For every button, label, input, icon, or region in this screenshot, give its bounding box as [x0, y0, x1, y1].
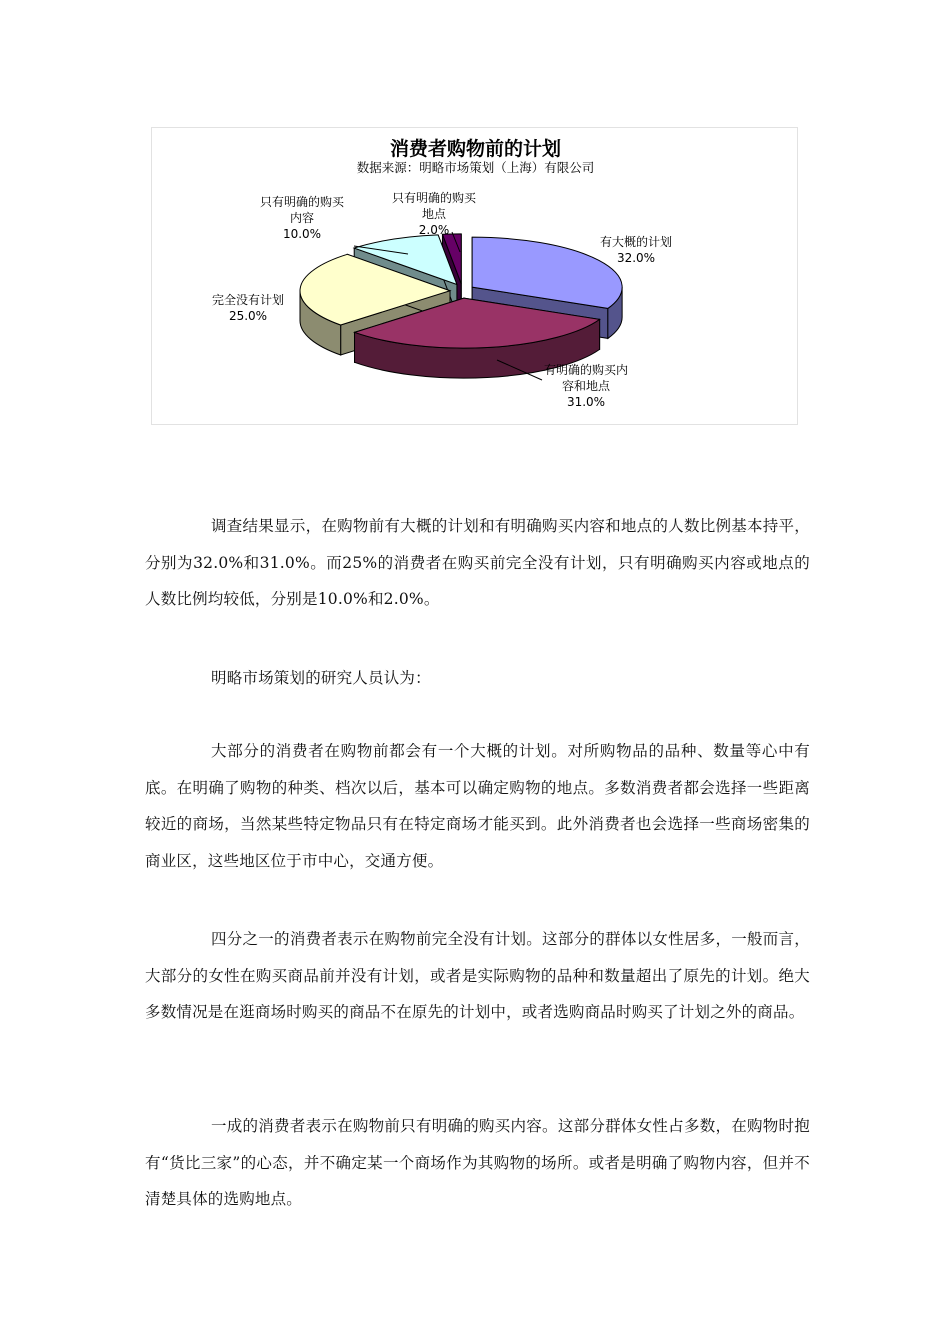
paragraph-researchers-intro: 明略市场策划的研究人员认为：: [211, 669, 431, 687]
slice-label-place-only: 只有明确的购买 地点 2.0%: [392, 191, 477, 237]
paragraph-survey-result: 调查结果显示，在购物前有大概的计划和有明确购买内容和地点的人数比例基本持平，分别为32.0%和31.0%。而25%的消费者在购买前完全没有计划，只有明确购买内容或地点的人数比例均较低，分别是10.0%和2.0%。: [145, 517, 810, 608]
slice-label-content-and-place: 有明确的购买内 容和地点 31.0%: [544, 363, 629, 409]
paragraph-content-only: 一成的消费者表示在购物前只有明确的购买内容。这部分群体女性占多数，在购物时抱有“货比三家”的心态，并不确定某一个商场作为其购物的场所。或者是明确了购物内容，但并不清楚具体的选购地点。: [145, 1117, 810, 1208]
chart-subtitle: 数据来源：明略市场策划（上海）有限公司: [356, 160, 595, 175]
paragraph-no-plan: 四分之一的消费者表示在购物前完全没有计划。这部分的群体以女性居多，一般而言，大部分的女性在购买商品前并没有计划，或者是实际购物的品种和数量超出了原先的计划。绝大多数情况是在逛商场时购买的商品不在原先的计划中，或者选购商品时购买了计划之外的商品。: [145, 930, 810, 1021]
chart-title: 消费者购物前的计划: [389, 138, 561, 160]
slice-label-content-only: 只有明确的购买 内容 10.0%: [260, 195, 345, 241]
slice-label-rough-plan: 有大概的计划 32.0%: [600, 235, 673, 265]
paragraph-rough-plan: 大部分的消费者在购物前都会有一个大概的计划。对所购物品的品种、数量等心中有底。在明确了购物的种类、档次以后，基本可以确定购物的地点。多数消费者都会选择一些距离较近的商场，当然某些特定物品只有在特定商场才能买到。此外消费者也会选择一些商场密集的商业区，这些地区位于市中心，交通方便。: [145, 742, 810, 870]
pie-chart-figure: [151, 127, 798, 425]
slice-label-no-plan: 完全没有计划 25.0%: [212, 293, 285, 323]
